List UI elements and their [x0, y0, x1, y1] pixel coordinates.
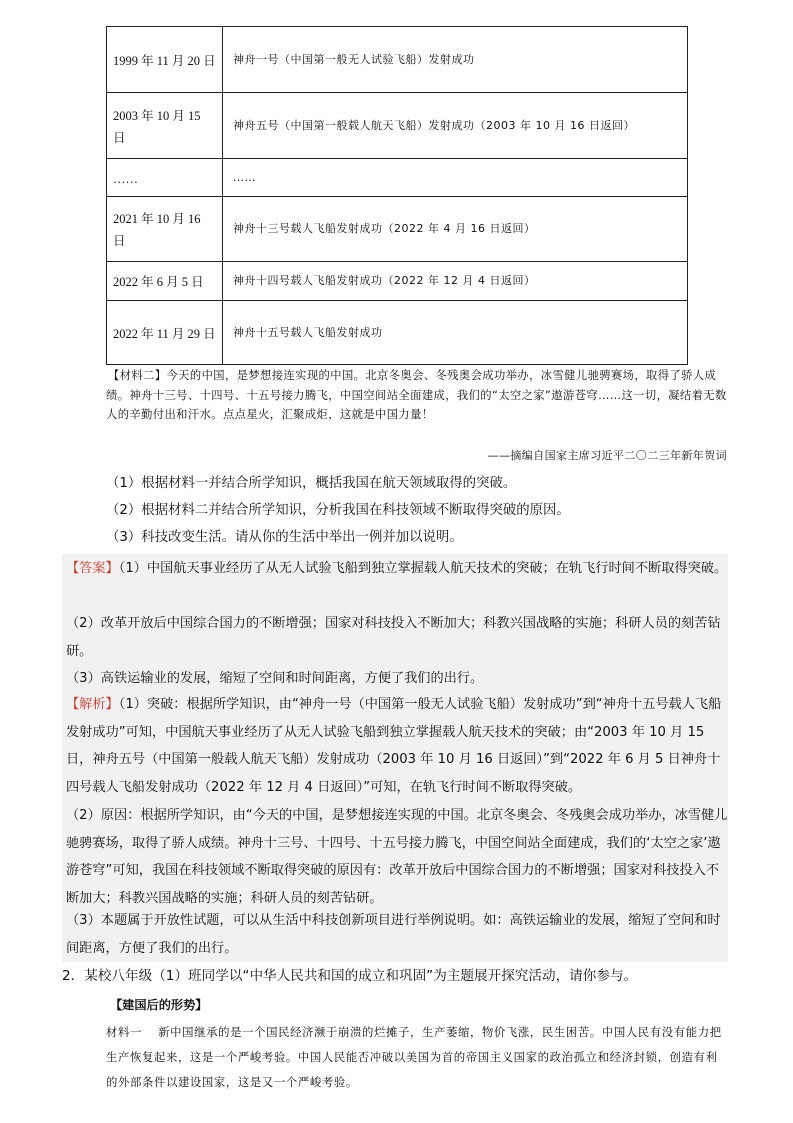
table-row [107, 262, 688, 301]
shenzhou-timeline-table [106, 26, 688, 365]
question-3: （3）科技改变生活。请从你的生活中举出一例并加以说明。 [106, 530, 463, 545]
analysis-part-1 [66, 691, 728, 801]
table-cell-date: 1999 年 11 月 20 日 [107, 27, 223, 93]
analysis-part-2: （2）原因：根据所学知识，由“今天的中国，是梦想接连实现的中国。北京冬奥会、冬残奥会成功举办，冰雪健儿驰骋赛场，取得了骄人成绩。神舟十三号、十四号、十五号接力腾飞，中国空间站全面建成，我们的‘太空之家’遨游苍穹”可知，我国在科技领域不断取得突破的原因有：改革开放后中国综合国力的不断增强；国家对科技投入不断加大；科教兴国战略的实施；科研人员的刻苦钻研。 [66, 808, 728, 906]
table-cell-date: 2022 年 6 月 5 日 [107, 262, 223, 301]
analysis-text-1: （1）突破：根据所学知识，由“神舟一号（中国第一般无人试验飞船）发射成功”到“神舟十五号载人飞船发射成功”可知，中国航天事业经历了从无人试验飞船到独立掌握载人航天技术的突破；由“2003 年 10 月 15 日，神舟五号（中国第一般载人航天飞船）发射成功（2003 年 10 月 16 日返回）”到“2022 年 6 月 5 日神舟十四号载人飞船发射成功（2022 年 12 月 4 日返回）”可知，在轨飞行时间不断取得突破。 [66, 697, 722, 795]
answer-tag: 【答案】 [66, 561, 119, 576]
table-cell-event: 神舟五号（中国第一般载人航天飞船）发射成功（2003 年 10 月 16 日返回） [223, 93, 688, 159]
material-two-source: ——摘编自国家主席习近平二〇二三年新年贺词 [487, 449, 727, 462]
table-cell-event: 神舟十五号载人飞船发射成功 [223, 301, 688, 365]
table-cell-date: …… [107, 159, 223, 197]
table-cell-date: 2021 年 10 月 16 日 [107, 197, 223, 262]
answer-part-3: （3）高铁运输业的发展，缩短了空间和时间距离，方便了我们的出行。 [66, 671, 484, 686]
table-cell-event: 神舟一号（中国第一般无人试验飞船）发射成功 [223, 27, 688, 93]
question-two-stem: 2．某校八年级（1）班同学以“中华人民共和国的成立和巩固”为主题展开探究活动，请你参与。 [62, 968, 638, 984]
analysis-part-3: （3）本题属于开放性试题，可以从生活中科技创新项目进行举例说明。如：高铁运输业的发展，缩短了空间和时间距离，方便了我们的出行。 [66, 913, 721, 956]
table-row [107, 159, 688, 197]
analysis-tag: 【解析】 [66, 697, 119, 712]
answer-text-1: （1）中国航天事业经历了从无人试验飞船到独立掌握载人航天技术的突破；在轨飞行时间不断取得突破。 [118, 561, 728, 576]
question-1: （1）根据材料一并结合所学知识，概括我国在航天领域取得的突破。 [106, 476, 517, 491]
table-cell-date: 2003 年 10 月 15 日 [107, 93, 223, 159]
table-row [107, 93, 688, 159]
answer-part-2: （2）改革开放后中国综合国力的不断增强；国家对科技投入不断加大；科教兴国战略的实施；科研人员的刻苦钻研。 [66, 616, 721, 659]
table-cell-event: …… [223, 159, 688, 197]
table-row [107, 301, 688, 365]
section-title: 【建国后的形势】 [110, 998, 208, 1012]
table-cell-event: 神舟十四号载人飞船发射成功（2022 年 12 月 4 日返回） [223, 262, 688, 301]
answer-part-1 [66, 555, 728, 583]
table-cell-date: 2022 年 11 月 29 日 [107, 301, 223, 365]
table-row [107, 27, 688, 93]
material-two-text: 【材料二】今天的中国，是梦想接连实现的中国。北京冬奥会、冬残奥会成功举办，冰雪健儿驰骋赛场，取得了骄人成绩。神舟十三号、十四号、十五号接力腾飞，中国空间站全面建成，我们的“太空之家”遨游苍穹……这一切，凝结着无数人的辛勤付出和汗水。点点星火，汇聚成炬，这就是中国力量！ [106, 369, 727, 421]
question-2: （2）根据材料二并结合所学知识，分析我国在科技领域不断取得突破的原因。 [106, 503, 570, 518]
table-cell-event: 神舟十三号载人飞船发射成功（2022 年 4 月 16 日返回） [223, 197, 688, 262]
material-one-text: 材料一 新中国继承的是一个国民经济濒于崩溃的烂摊子，生产萎缩，物价飞涨，民生困苦。中国人民有没有能力把生产恢复起来，这是一个严峻考验。中国人民能否冲破以美国为首的帝国主义国家的政治孤立和经济封锁，创造有利的外部条件以建设国家，这是又一个严峻考验。 [106, 1025, 722, 1089]
table-row [107, 197, 688, 262]
